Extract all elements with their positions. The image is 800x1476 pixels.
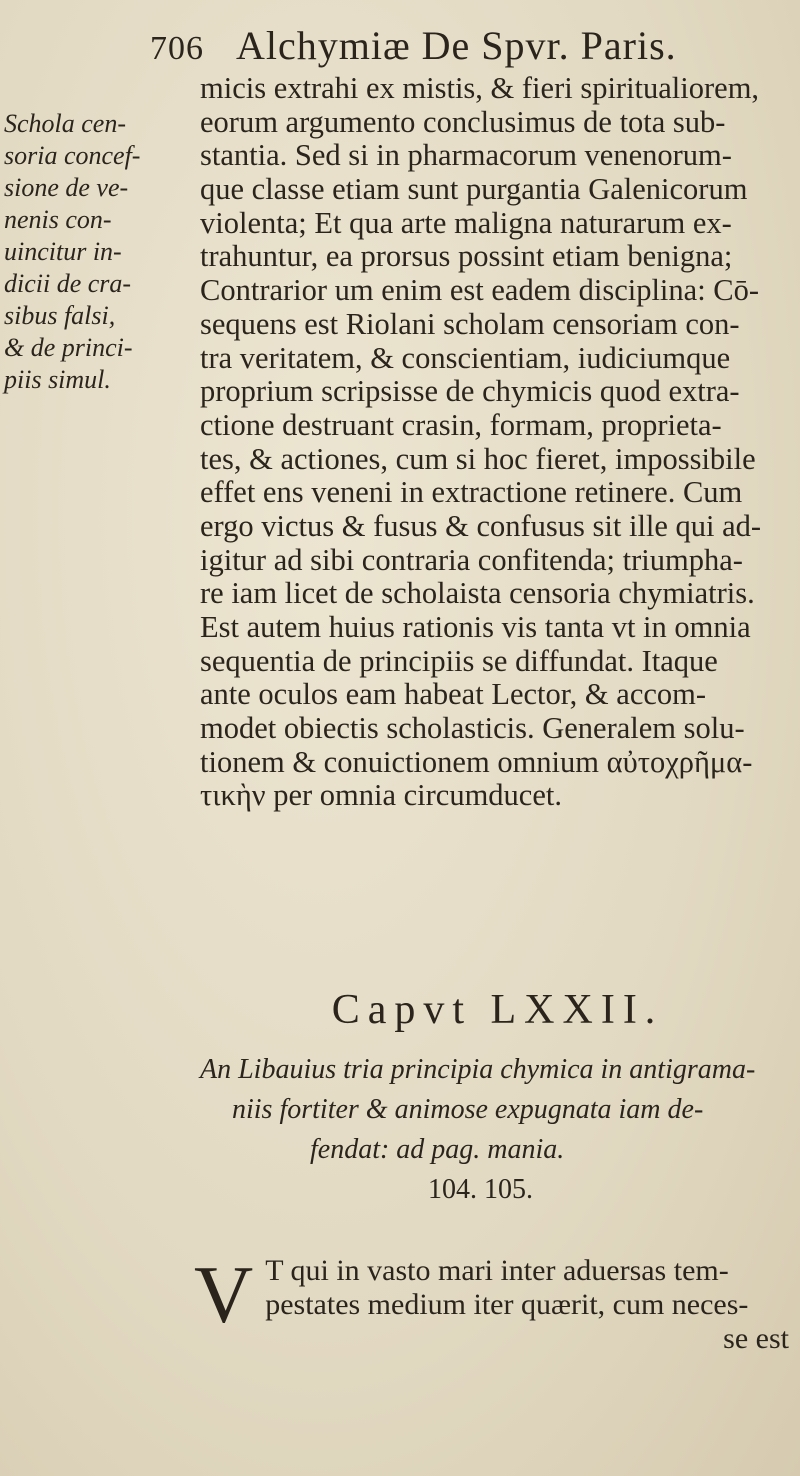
text-line: trahuntur, ea prorsus possint etiam benigna; [200, 240, 733, 274]
text-line: tionem & conuictionem omnium αὐτοχρῆμα- [200, 745, 753, 779]
text-line: Est autem huius rationis vis tanta vt in omnia [200, 611, 751, 644]
running-header [150, 22, 750, 78]
incipit-line: pestates medium iter quærit, cum neces- [265, 1288, 749, 1321]
summary-line: fendat: ad pag. mania. [310, 1134, 565, 1165]
text-line: tra veritatem, & conscientiam, iudiciumque [200, 341, 731, 375]
running-title: Alchymiæ De Spvr. Paris. [236, 23, 677, 68]
text-line: micis extrahi ex mistis, & fieri spiritualiorem, [200, 72, 760, 105]
page-number: 706 [150, 30, 204, 67]
text-line: stantia. Sed si in pharmacorum venenorum- [200, 139, 732, 173]
text-line: ergo victus & fusus & confusus sit ille qui ad- [200, 509, 762, 543]
margin-line: dicii de cra- [4, 269, 132, 298]
summary-line: An Libauius tria principia chymica in antigrama- [200, 1054, 756, 1085]
text-line: igitur ad sibi contraria confitenda; triumpha- [200, 543, 743, 577]
chapter-incipit [194, 1249, 795, 1356]
main-text-block [200, 72, 795, 813]
incipit-line: T qui in vasto mari inter aduersas tem- [265, 1254, 729, 1287]
chapter-summary [200, 1050, 795, 1210]
margin-line: sione de ve- [4, 173, 129, 202]
text-line: modet obiectis scholasticis. Generalem solu- [200, 712, 745, 746]
text-line: ctione destruant crasin, formam, proprieta- [200, 408, 722, 442]
chapter-heading: Capvt LXXII. [331, 987, 664, 1033]
margin-line: & de princi- [4, 333, 133, 362]
margin-line: nenis con- [4, 205, 112, 234]
text-line: violenta; Et qua arte maligna naturarum ex- [200, 206, 732, 240]
text-line: re iam licet de scholaista censoria chymiatris. [200, 577, 755, 611]
text-line: effet ens veneni in extractione retinere. Cum [200, 476, 743, 510]
margin-line: sibus falsi, [4, 301, 116, 330]
text-line: que classe etiam sunt purgantia Galenicorum [200, 173, 748, 207]
margin-line: piis simul. [4, 365, 111, 394]
text-line: proprium scripsisse de chymicis quod extra- [200, 375, 740, 409]
summary-line: 104. 105. [428, 1174, 533, 1205]
catchword: se est [723, 1322, 789, 1355]
text-line: sequentia de principiis se diffundat. Itaque [200, 644, 718, 678]
summary-line: niis fortiter & animose expugnata iam de- [232, 1094, 704, 1125]
text-line: sequens est Riolani scholam censoriam con- [200, 307, 740, 341]
margin-line: Schola cen- [4, 109, 127, 138]
text-line: τικὴν per omnia circumducet. [200, 779, 562, 813]
text-line: Contrarior um enim est eadem disciplina: Cō- [200, 274, 760, 308]
text-line: eorum argumento conclusimus de tota sub- [200, 105, 726, 139]
drop-cap: V [194, 1249, 256, 1340]
margin-line: uincitur in- [4, 237, 122, 266]
marginal-note [4, 108, 144, 396]
margin-line: soria concef- [4, 141, 141, 170]
text-line: tes, & actiones, cum si hoc fieret, impossibile [200, 442, 756, 476]
text-line: ante oculos eam habeat Lector, & accom- [200, 678, 707, 712]
